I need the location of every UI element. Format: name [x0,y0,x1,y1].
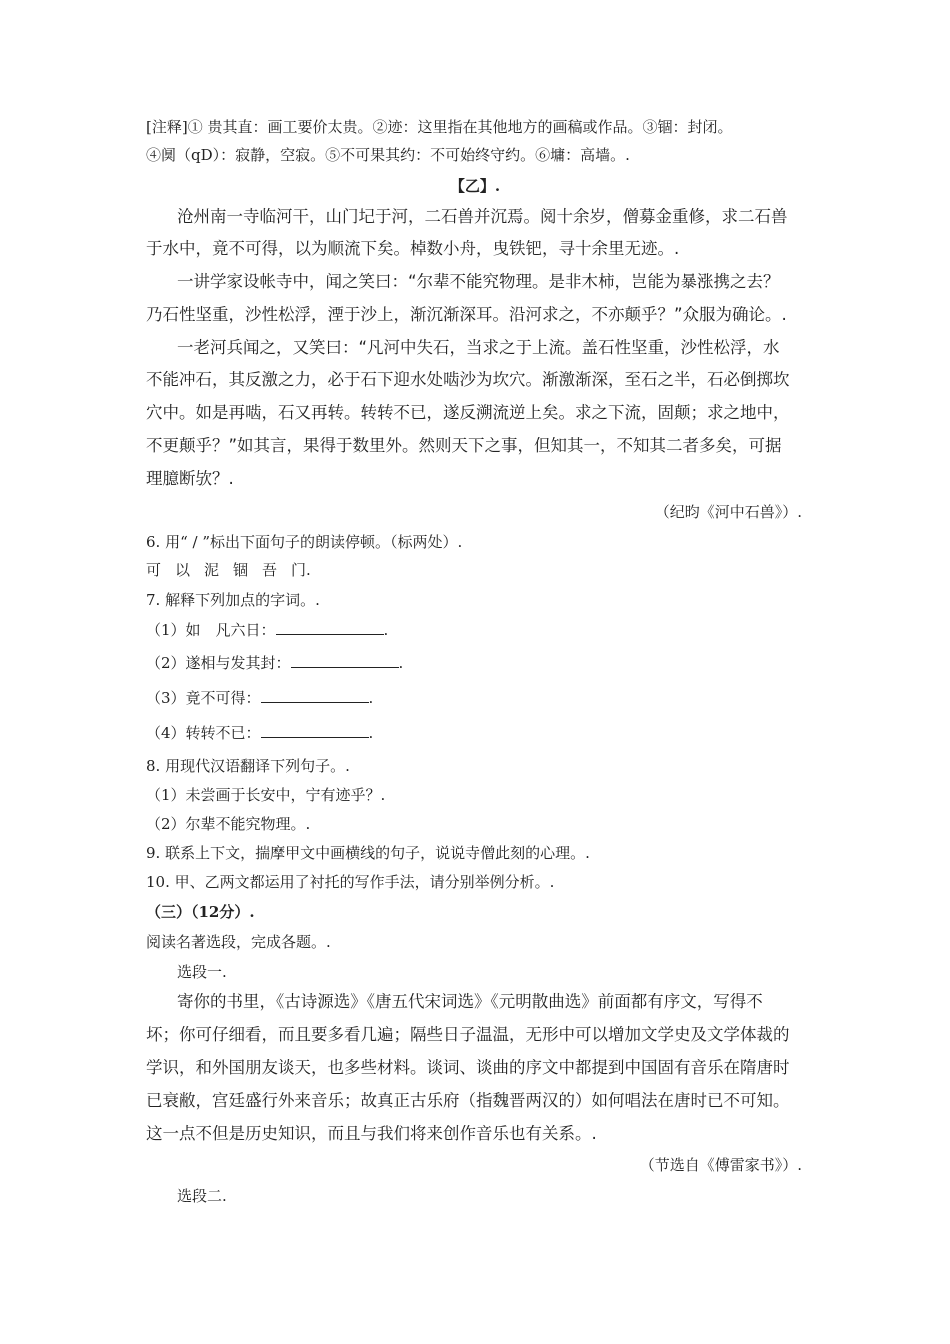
excerpt-1-line-3: 学识，和外国朋友谈天，也多些材料。谈词、谈曲的序文中都提到中国固有音乐在隋唐时 [146,1058,790,1077]
question-7: 7. 解释下列加点的字词。. [146,591,320,609]
question-6-sentence [146,560,320,580]
question-8-item-2: （2）尔辈不能究物理。. [146,815,311,833]
q6-char-6: 门. [291,561,311,579]
q7-item-3-label: （3）竟不可得： [146,689,261,707]
question-10: 10. 甲、乙两文都运用了衬托的写作手法，请分别举例分析。. [146,873,555,891]
excerpt-1-label: 选段一. [177,963,227,981]
q6-char-1: 可 [146,561,162,579]
excerpt-1-line-2: 坏；你可仔细看，而且要多看几遍；隔些日子温温，无形中可以增加文学史及文学体裁的 [146,1025,790,1044]
section-3-instruction: 阅读名著选段，完成各题。. [146,933,331,951]
question-7-item-2 [146,653,403,673]
passage-yi-line-7: 穴中。如是再啮，石又再转。转转不已，遂反溯流逆上矣。求之下流，固颠；求之地中， [146,403,790,422]
passage-yi-line-9: 理臆断欤？. [146,469,234,488]
passage-yi-line-1: 沧州南一寺临河干，山门圮于河，二石兽并沉焉。阅十余岁，僧募金重修，求二石兽 [177,207,788,226]
annotation-line-1: [注释]① 贵其直：画工要价太贵。②迹：这里指在其他地方的画稿或作品。③锢：封闭。 [146,118,733,136]
section-yi-title: 【乙】. [449,177,501,195]
q7-item-3-answer-blank[interactable] [261,688,369,703]
q7-item-3-tail: . [368,689,374,707]
q7-item-2-tail: . [398,654,404,672]
annotation-line-2: ④阒（qD）：寂静，空寂。⑤不可果其约：不可始终守约。⑥墉：高墙。. [146,146,630,164]
passage-yi-line-3: 一讲学家设帐寺中，闻之笑曰：“尔辈不能究物理。是非木柿，岂能为暴涨携之去？ [177,272,780,291]
q6-char-2: 以 [175,561,191,579]
q7-item-2-label: （2）遂相与发其封： [146,654,291,672]
q6-char-5: 吾 [262,561,278,579]
q7-item-1-tail: . [383,621,389,639]
question-9: 9. 联系上下文，揣摩甲文中画横线的句子，说说寺僧此刻的心理。. [146,844,590,862]
excerpt-2-label: 选段二. [177,1187,227,1205]
passage-yi-line-8: 不更颠乎？”如其言，果得于数里外。然则天下之事，但知其一，不知其二者多矣，可据 [146,436,782,455]
excerpt-1-line-5: 这一点不但是历史知识，而且与我们将来创作音乐也有关系。. [146,1124,597,1143]
q7-item-2-answer-blank[interactable] [291,653,399,668]
q6-char-3: 泥 [204,561,220,579]
question-7-item-4 [146,723,373,743]
passage-yi-line-5: 一老河兵闻之，又笑曰：“凡河中失石，当求之于上流。盖石性坚重，沙性松浮，水 [177,338,780,357]
section-3-heading: （三）（12分）. [146,903,255,921]
q7-item-4-tail: . [368,724,374,742]
passage-yi-line-2: 于水中，竟不可得，以为顺流下矣。棹数小舟，曳铁钯，寻十余里无迹。. [146,239,680,258]
question-7-item-1 [146,620,388,640]
excerpt-1-line-4: 已衰敝，宫廷盛行外来音乐；故真正古乐府（指魏晋两汉的）如何唱法在唐时已不可知。 [146,1091,790,1110]
q7-item-4-label: （4）转转不已： [146,724,261,742]
passage-yi-line-4: 乃石性坚重，沙性松浮，湮于沙上，渐沉渐深耳。沿河求之，不亦颠乎？”众服为确论。. [146,305,787,324]
question-8-item-1: （1）未尝画于长安中，宁有迹乎？. [146,786,386,804]
source-citation-excerpt-1: （节选自《傅雷家书》）. [639,1156,802,1174]
q7-item-1-label: （1）如 凡六日： [146,621,276,639]
passage-yi-line-6: 不能冲石，其反激之力，必于石下迎水处啮沙为坎穴。渐激渐深，至石之半，石必倒掷坎 [146,370,790,389]
q7-item-1-answer-blank[interactable] [276,620,384,635]
q6-char-4: 锢 [233,561,249,579]
excerpt-1-line-1: 寄你的书里，《古诗源选》《唐五代宋词选》《元明散曲选》前面都有序文，写得不 [177,992,763,1011]
question-6: 6. 用“ / ”标出下面句子的朗读停顿。（标两处）. [146,533,463,551]
question-8: 8. 用现代汉语翻译下列句子。. [146,757,350,775]
source-citation-yi: （纪昀《河中石兽》）. [654,503,802,521]
q7-item-4-answer-blank[interactable] [261,723,369,738]
question-7-item-3 [146,688,373,708]
